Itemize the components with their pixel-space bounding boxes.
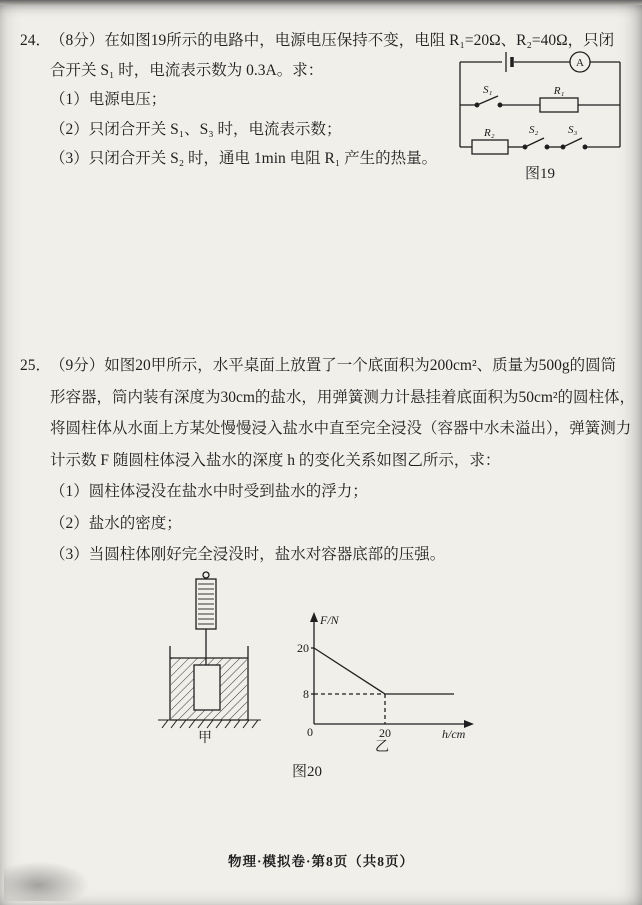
q24-line-2: 合开关 S₁ 时，电流表示数为 0.3A。求：	[50, 61, 324, 79]
apparatus-diagram	[158, 570, 263, 745]
q25-item-2: （2）盐水的密度；	[50, 514, 182, 532]
resistor-r2-icon	[472, 140, 508, 154]
q25-line-1	[20, 350, 635, 382]
q25-item-1: （1）圆柱体浸没在盐水中时受到盐水的浮力；	[50, 483, 368, 500]
q25-line-3: 将圆柱体从水面上方某处慢慢浸入盐水中直至完全浸没（容器中水未溢出），弹簧测力	[50, 420, 632, 437]
q24-item-2: （2）只闭合开关 S₁、S₃ 时，电流表示数；	[50, 120, 342, 138]
figure-19	[450, 48, 630, 183]
q25-number: 25．	[20, 357, 52, 374]
cylinder	[194, 665, 220, 710]
y-axis-label: F/N	[320, 613, 339, 627]
q25-item-3: （3）当圆柱体刚好完全浸没时，盐水对容器底部的压强。	[50, 546, 446, 563]
switch-s3-icon	[561, 138, 587, 149]
x-tick-20: 20	[379, 726, 391, 740]
figure-19-caption: 图19	[524, 166, 555, 182]
x-arrow-icon	[464, 720, 474, 728]
question-25	[20, 350, 635, 571]
figure-20-caption-wrap	[280, 758, 340, 781]
r2-label: R₂	[484, 127, 495, 139]
figure-20-jia	[158, 570, 263, 745]
figure-20-yi	[282, 606, 482, 754]
s1-label: S₁	[483, 84, 493, 96]
y-tick-20: 20	[297, 641, 309, 655]
s3-label: S₃	[568, 124, 578, 136]
data-line	[314, 648, 454, 694]
ammeter-label: A	[576, 57, 584, 69]
scan-top-edge	[0, 0, 642, 5]
ground-icon	[158, 720, 261, 728]
resistor-r1-icon	[540, 98, 578, 112]
q24-body-1: （8分）在如图19所示的电路中，电源电压保持不变，电阻 R₁=20Ω、R₂=40Ω，只闭	[50, 32, 615, 49]
scale-ring-icon	[203, 572, 209, 578]
q25-body-1: （9分）如图20甲所示，水平桌面上放置了一个底面积为200cm²、质量为500g的圆筒	[50, 357, 617, 374]
f-h-graph	[282, 606, 482, 754]
page-footer: 物理·模拟卷·第8页（共8页）	[227, 854, 414, 869]
label-jia: 甲	[198, 731, 212, 745]
label-yi: 乙	[375, 740, 389, 754]
origin-label: 0	[307, 725, 313, 739]
y-tick-8: 8	[303, 687, 309, 701]
switch-s2-icon	[523, 138, 549, 149]
y-arrow-icon	[310, 612, 318, 622]
circuit-diagram	[450, 48, 630, 160]
switch-s1-icon	[475, 96, 502, 107]
q25-line-2: 形容器，筒内装有深度为30cm的盐水，用弹簧测力计悬挂着底面积为50cm²的圆柱体，	[50, 388, 636, 406]
q24-item-1: （1）电源电压；	[50, 91, 167, 108]
q25-line-4: 计示数 F 随圆柱体浸入盐水的深度 h 的变化关系如图乙所示，求：	[50, 451, 501, 469]
s2-label: S₂	[529, 124, 539, 136]
q24-item-3: （3）只闭合开关 S₂ 时，通电 1min 电阻 R₁ 产生的热量。	[50, 150, 438, 167]
figure-20-caption: 图20	[292, 764, 323, 780]
x-axis-label: h/cm	[442, 727, 466, 741]
q24-number: 24．	[20, 32, 52, 49]
r1-label: R₁	[553, 85, 565, 97]
battery-icon	[506, 52, 512, 72]
